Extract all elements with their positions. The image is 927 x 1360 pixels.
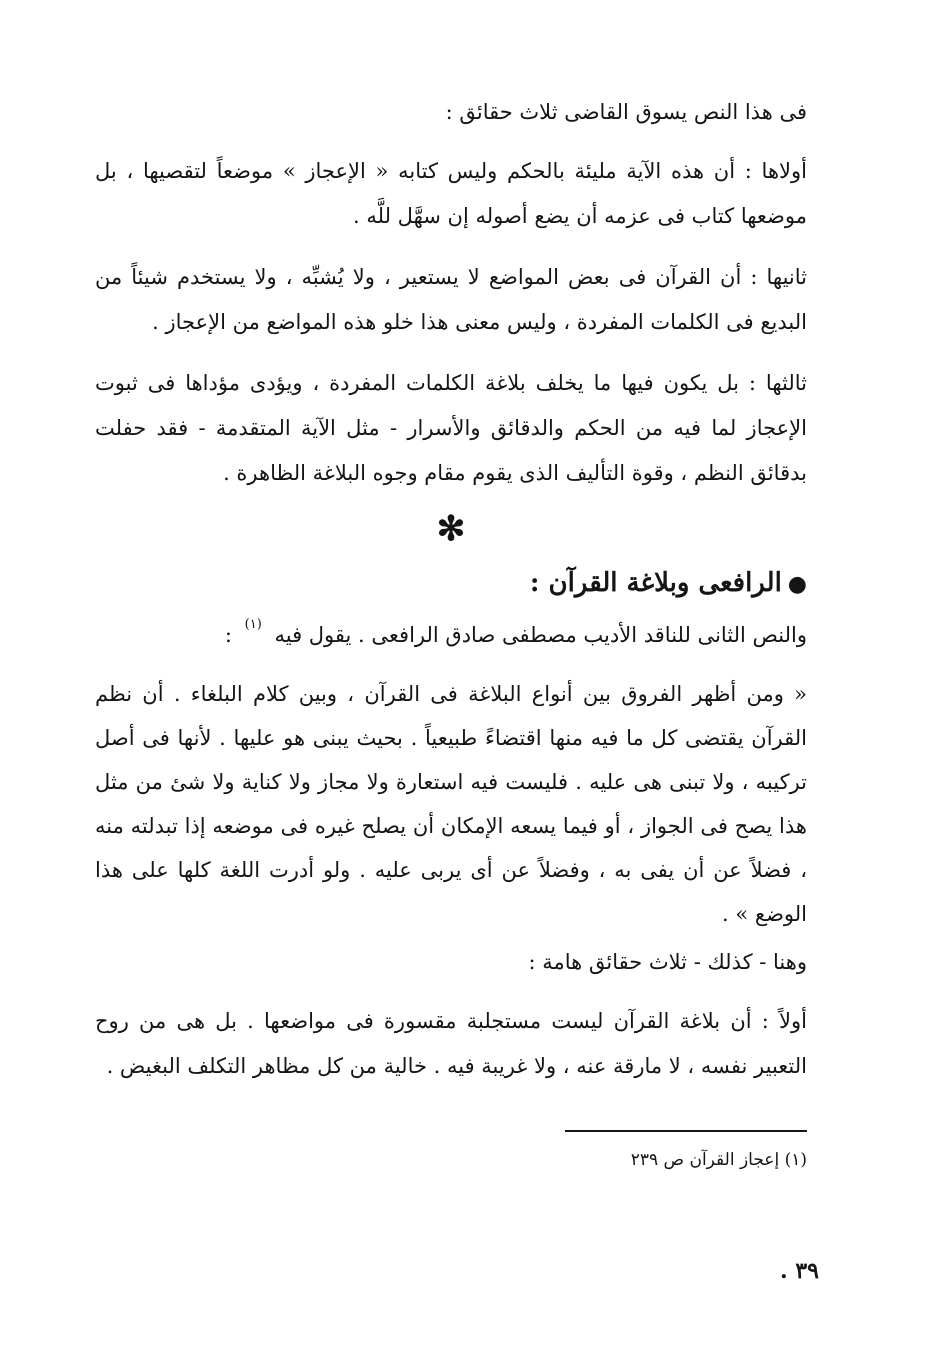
intro-text: والنص الثانى للناقد الأديب مصطفى صادق الرافعى . يقول فيه — [274, 623, 807, 647]
bullet-icon: ● — [787, 571, 807, 597]
footnote-divider — [565, 1130, 807, 1132]
asterism-separator: ✻ — [436, 509, 466, 549]
section-heading — [95, 558, 807, 609]
intro-tail: : — [224, 623, 232, 647]
rafii-quote: « ومن أظهر الفروق بين أنواع البلاغة فى القرآن ، وبين كلام البلغاء . أن نظم القرآن يقتضى كل ما فيه منها اقتضاءً طبيعياً . بحيث يبنى هو عليها . لأنها فى أصل تركيبه ، ولا تبنى هى عليه . فليست فيه استعارة ولا مجاز ولا كناية ولا شئ من مثل هذا يصح فى الجواز ، أو فيما يسعه الإمكان أن يصلح غيره فى موضعه إذا تبدلته منه ، فضلاً عن أن يفى به ، وفضلاً عن أى يربى عليه . ولو أدرت اللغة كلها على هذا الوضع » . — [95, 682, 807, 926]
paragraph-intro: فى هذا النص يسوق القاضى ثلاث حقائق : — [445, 100, 807, 124]
page-body — [95, 90, 807, 1105]
footnote: (١) إعجاز القرآن ص ٢٣٩ — [630, 1150, 807, 1170]
paragraph-first: أولاها : أن هذه الآية مليئة بالحكم وليس كتابه « الإعجاز » موضعاً لتقصيها ، بل موضعها كتاب فى عزمه أن يضع أصوله إن سهَّل للَّه . — [95, 159, 807, 228]
intro-line — [95, 613, 807, 658]
paragraph-second: ثانيها : أن القرآن فى بعض المواضع لا يستعير ، ولا يُشبِّه ، ولا يستخدم شيئاً من البديع فى الكلمات المفردة ، وليس معنى هذا خلو هذه المواضع من الإعجاز . — [95, 265, 807, 334]
page-number: ٣٩ . — [780, 1258, 819, 1284]
paragraph-fact-first: أولاً : أن بلاغة القرآن ليست مستجلبة مقسورة فى مواضعها . بل هى من روح التعبير نفسه ، لا مارقة عنه ، ولا غريبة فيه . خالية من كل مظاهر التكلف البغيض . — [95, 1009, 807, 1078]
paragraph-facts-intro: وهنا - كذلك - ثلاث حقائق هامة : — [528, 950, 807, 974]
paragraph-third: ثالثها : بل يكون فيها ما يخلف بلاغة الكلمات المفردة ، ويؤدى مؤداها فى ثبوت الإعجاز لما فيه من الحكم والدقائق والأسرار - مثل الآية المتقدمة - فقد حفلت بدقائق النظم ، وقوة التأليف الذى يقوم مقام وجوه البلاغة الظاهرة . — [95, 371, 807, 485]
section-heading-text: الرافعى وبلاغة القرآن : — [529, 568, 782, 598]
footnote-reference: (١) — [244, 617, 262, 632]
